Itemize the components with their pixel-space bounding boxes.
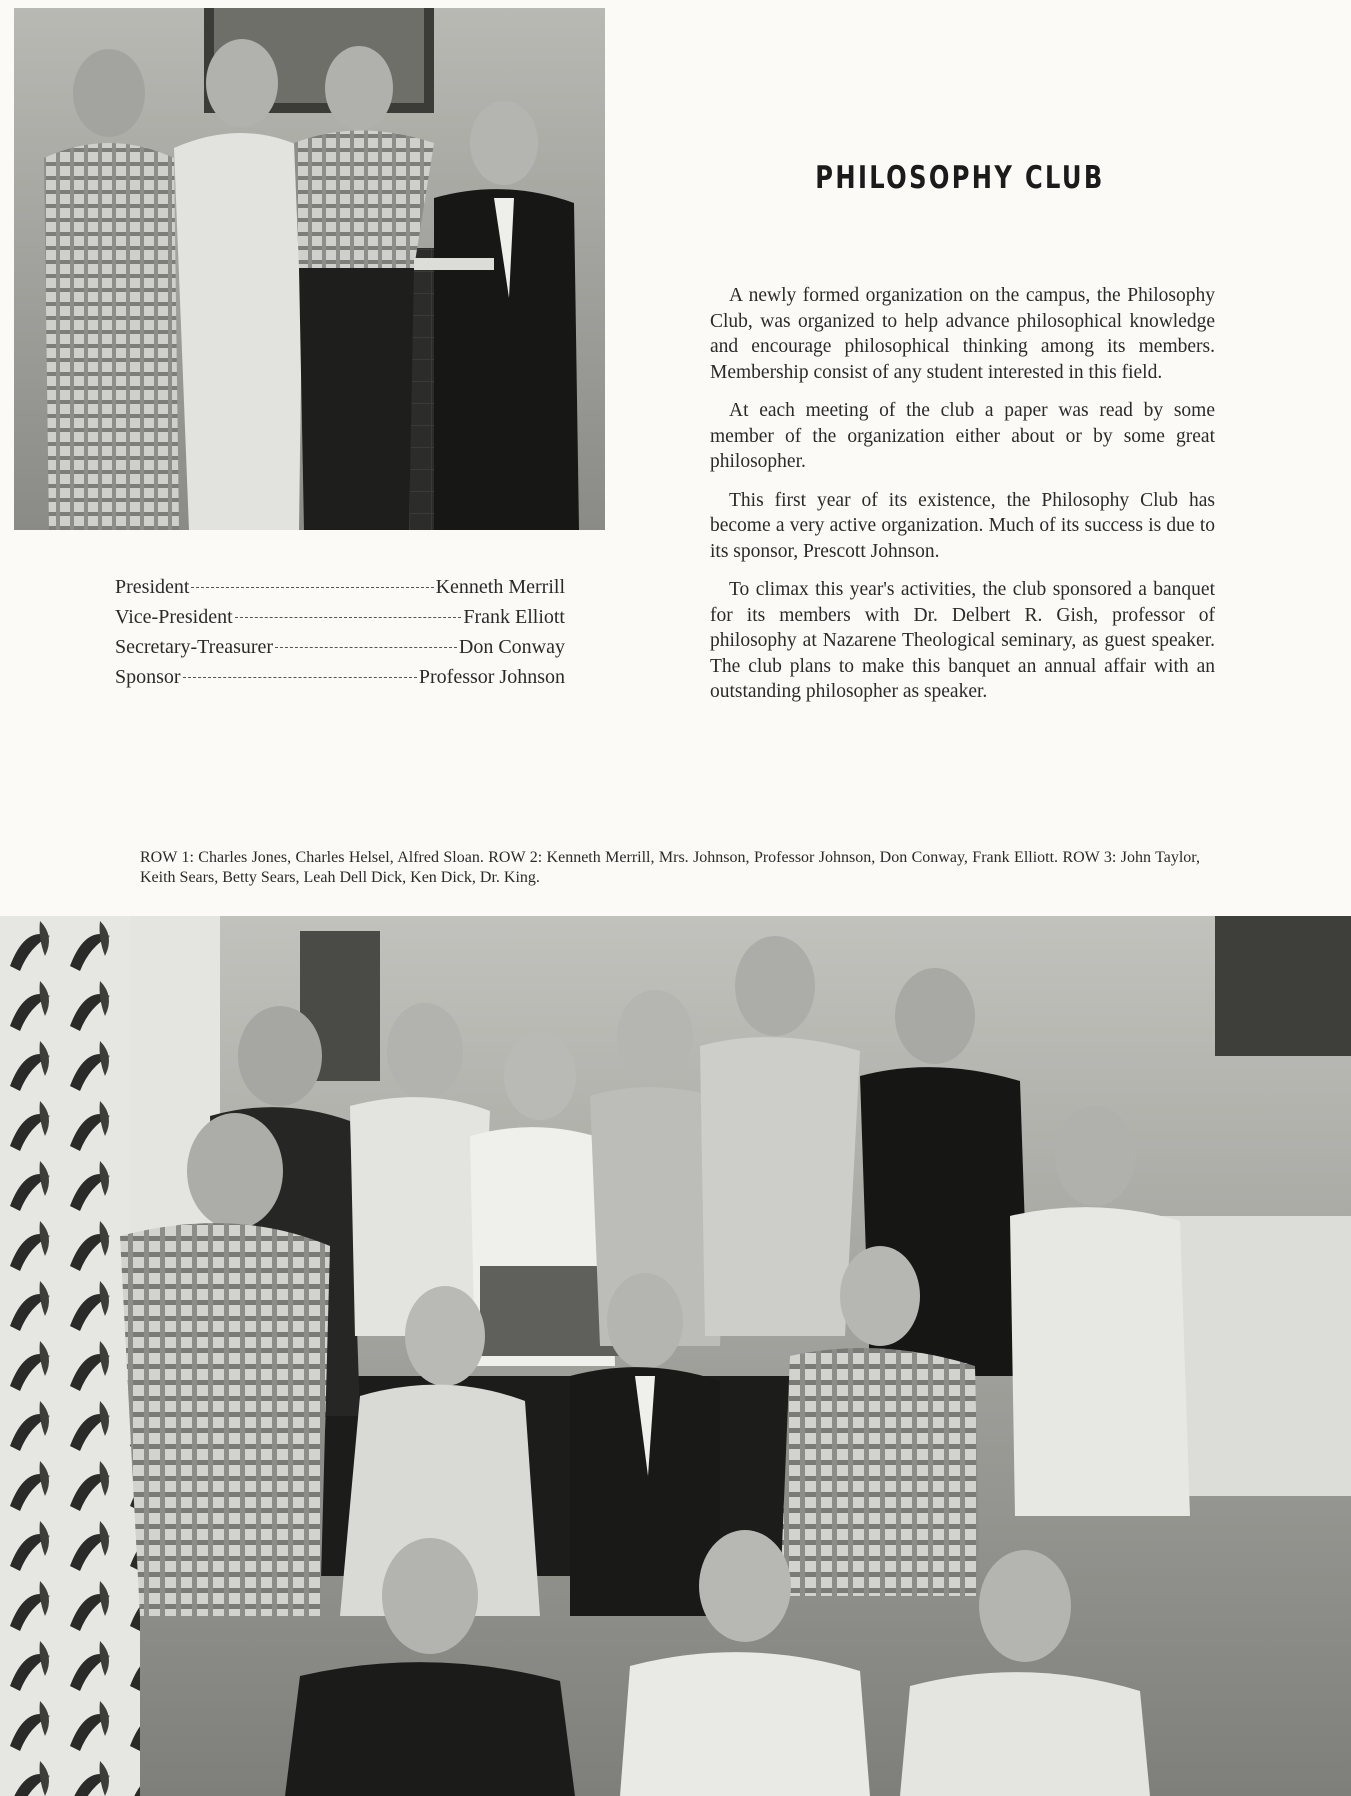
officer-role: Vice-President — [115, 606, 233, 628]
officer-row — [115, 572, 565, 602]
paragraph: At each meeting of the club a paper was read by some member of the organization either about or by some great philosopher. — [710, 400, 1215, 472]
paragraph: A newly formed organization on the campus, the Philosophy Club, was organized to help advance philosophical knowledge and encourage philosophical thinking among its members. Membership consist of any student interested in this field. — [710, 285, 1215, 383]
officer-name: Frank Elliott — [463, 606, 565, 628]
group-photo — [0, 916, 1351, 1796]
leader-dots — [275, 647, 457, 648]
officer-name: Don Conway — [458, 636, 565, 658]
article-body — [710, 283, 1215, 718]
page-title: PHILOSOPHY CLUB — [815, 160, 1105, 196]
officer-role: Secretary-Treasurer — [115, 636, 274, 658]
paragraph: To climax this year's activities, the club sponsored a banquet for its members with Dr. Delbert R. Gish, professor of philosophy at Nazarene Theological seminary, as guest speaker. The club plans to make this banquet an annual affair with an outstanding philosopher as speaker. — [710, 579, 1215, 702]
officer-name: Kenneth Merrill — [435, 576, 565, 598]
group-photo-caption: ROW 1: Charles Jones, Charles Helsel, Alfred Sloan. ROW 2: Kenneth Merrill, Mrs. Johnson, Professor Johnson, Don Conway, Frank Elliott. ROW 3: John Taylor, Keith Sears, Betty Sears, Leah Dell Dick, Ken Dick, Dr. King. — [140, 849, 1200, 886]
leader-dots — [183, 677, 417, 678]
paragraph: This first year of its existence, the Philosophy Club has become a very active organization. Much of its success is due to its sponsor, Prescott Johnson. — [710, 489, 1215, 562]
officer-role: Sponsor — [115, 666, 181, 688]
officer-row — [115, 632, 565, 662]
officer-row — [115, 662, 565, 692]
officers-photo — [14, 8, 605, 530]
officers-list — [115, 572, 565, 692]
leader-dots — [191, 587, 433, 588]
leader-dots — [235, 617, 462, 618]
officer-row — [115, 602, 565, 632]
officer-role: President — [115, 576, 190, 598]
officer-name: Professor Johnson — [418, 666, 565, 688]
